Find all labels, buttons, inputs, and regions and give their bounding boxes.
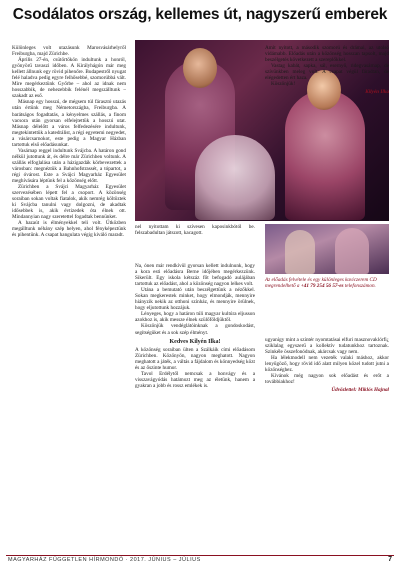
column-1 (12, 45, 126, 553)
column-3-lower (265, 337, 389, 554)
paragraph: Vastag kabát, sapka, sál, esernyő, ridegvasárnap, de szívünkben meleg volt. A csapat végül fáradtan, de elégedetten ért haza. (265, 63, 389, 82)
photo-caption-text: nel nyitottam ki szívesen kaposinkbótól be. felszabadultan játszott, kacagott. (135, 224, 255, 237)
paragraph: Különleges volt utazásunk Marosvásárhelyről Freiburgba, majd Zürichbe. (12, 45, 126, 58)
cd-photo (265, 224, 389, 274)
photo-figure (335, 228, 369, 274)
column-2 (135, 263, 255, 570)
performer-figure (195, 135, 275, 220)
paragraph: Ha lélekmodell nem vezeték valaki máshoz, akkor lenyűgöző, hogy rövid idő alatt milyen közel tudott jutni a közönséghez. (265, 355, 389, 374)
paragraph: A közönség soraiban ülten a Szálkáik cími előadásom Zürichben. Közönyön, nagyon meghatott. Nagyon meghatott a játék, a váltás a fájdalom és könnyedség közt és az őszinte humor. (135, 346, 255, 371)
cd-caption (265, 277, 389, 289)
paragraph: A hazaút is élményekkel teli volt. Útközben megálltunk néhány szép helyen, ahol fényképeztünk és pihentünk. A csapat hangulata végig kiváló maradt. (12, 220, 126, 239)
paragraph: Április 27-én, csütörtökön indultunk a honról, gyönyörű tavaszi időben. A Királyhágón már meg kellett állnunk egy rövid pihenőre. Budapestről nyugat felé haladva pedig egyre felhősebbé, szomorúbbá vált. Mire megérkeztünk Győrbe – ahol az idnak nem hosszabbik, de nehezebbik felénél megszálltunk – szakadt az eső. (12, 57, 126, 100)
signature: Kilyén Ilka (365, 89, 389, 96)
phone-number: +41 79 254 56 57-es (300, 283, 344, 290)
paragraph: ugyanígy mint a színtér nyomtatásai elfuri masznovaklórfi¿ sziklalag egyszerű a kollektív tudatunkhoz tartoznak. Szinkéle összefonódnak, akárcsak vagy nem. (265, 337, 389, 356)
paragraph: Na, ónen már rendkívül gyorsan kellett indulnunk, hogy a kora esti előadásra Berne időjében megérkezzünk. Sikerült. Egy iskola kétszáz főt befogadó aulájában tartottuk az előadást, ahol a közönség nagyon lelkes volt. (135, 263, 255, 288)
performer-head (183, 48, 217, 88)
paragraph: Zürichben a Svájci Magyarház Egyesület szervezésében lépett fel a csoport. A közönség soraiban sokan voltak fiatalok, akik nemrég költöztek ki Svájcba tanulni vagy dolgozni, de akadtak idősebbek is, akik évtizedek óta élnek ott. Mindannyian nagy szeretettel fogadtak bennünket. (12, 184, 126, 221)
column-3 (265, 45, 389, 215)
cd-caption-tail: telefonszámon. (344, 283, 376, 290)
paragraph: Amit nyitott, a második szomorú és drámai, az utolsó vidámabb. Előadás után a közönség hosszan tapsolt, majd beszélgetés következett a szereplőkkel. (265, 45, 389, 64)
paragraph: Köszönjük vendéglátóinknak a gondoskodást, segítségüket és a sok szép élményt. (135, 323, 255, 336)
page-footer (0, 555, 400, 566)
page-number: 7 (388, 556, 392, 563)
footer-rule (6, 555, 394, 556)
cd-caption-text: Az előadás felvétele és egy különleges kaviczerem CD megrendelhető a (265, 277, 377, 290)
paragraph: Másnap egy hosszú, de mégsem túl fárasztó utazás után értünk meg Németországba, Freiburgba. A barátságos fogadtatás, a kényelmes szállás, a finom vacsora után gyorsan elfelejtettük a hosszú utat. Másnap délelőtt a város felfedezésére indultunk, megtekintettük a katedrálist, a régi egyetemi negyedet, a vásárcsarnokot, este pedig a Magyar Házban tartottuk első előadásunkat. (12, 99, 126, 148)
paragraph: Lényeges, hogy a határon túli magyar kultúra eljusson azokhoz is, akik messze élnek szülőföldjüktől. (135, 311, 255, 324)
photo-figure (285, 230, 315, 274)
paragraph: Utána a bemutató után beszélgettünk a nézőkkel. Sokan megkerestek minket, hogy elmondják, mennyire hiányzik nekik az otthoni színház, és mennyire örülnek, hogy eljutottunk hozzájuk. (135, 287, 255, 312)
footer-publication: MAGYARHÁZ FÜGGETLEN HÍRMONDÓ · 2017. JÚNIUS – JÚLIUS (8, 557, 201, 563)
article-title: Csodálatos ország, kellemes út, nagyszerű emberek (12, 6, 388, 23)
letter-salutation: Kedves Kilyén Ilka! (169, 338, 221, 345)
paragraph: Kívánok még nagyon sok előadást és erőt a továbbiakhoz! (265, 373, 389, 386)
paragraph: Tavol Erdélytől nemcsak a honvágy és a visszavágyódás hatámozt meg az életünk, hanem a gyakran a jobb és rossz emlékek is. (135, 370, 255, 389)
paragraph: Köszönjük! (271, 81, 296, 88)
signature: Üdvözlettel: Miklós Hajnal (331, 387, 389, 394)
paragraph: Vasárnap reggel indultunk Svájcba. A határon gond nélkül jutottunk át, és délre már Zürichben voltunk. A szállás elfoglalása után a házigazdák körbevezettek a városban: megnéztük a Bahnhofstrassét, a tópartot, a régi óvárost. Este a Svájci Magyarház Egyesület meghívására léptünk fel a közönség előtt. (12, 147, 126, 185)
